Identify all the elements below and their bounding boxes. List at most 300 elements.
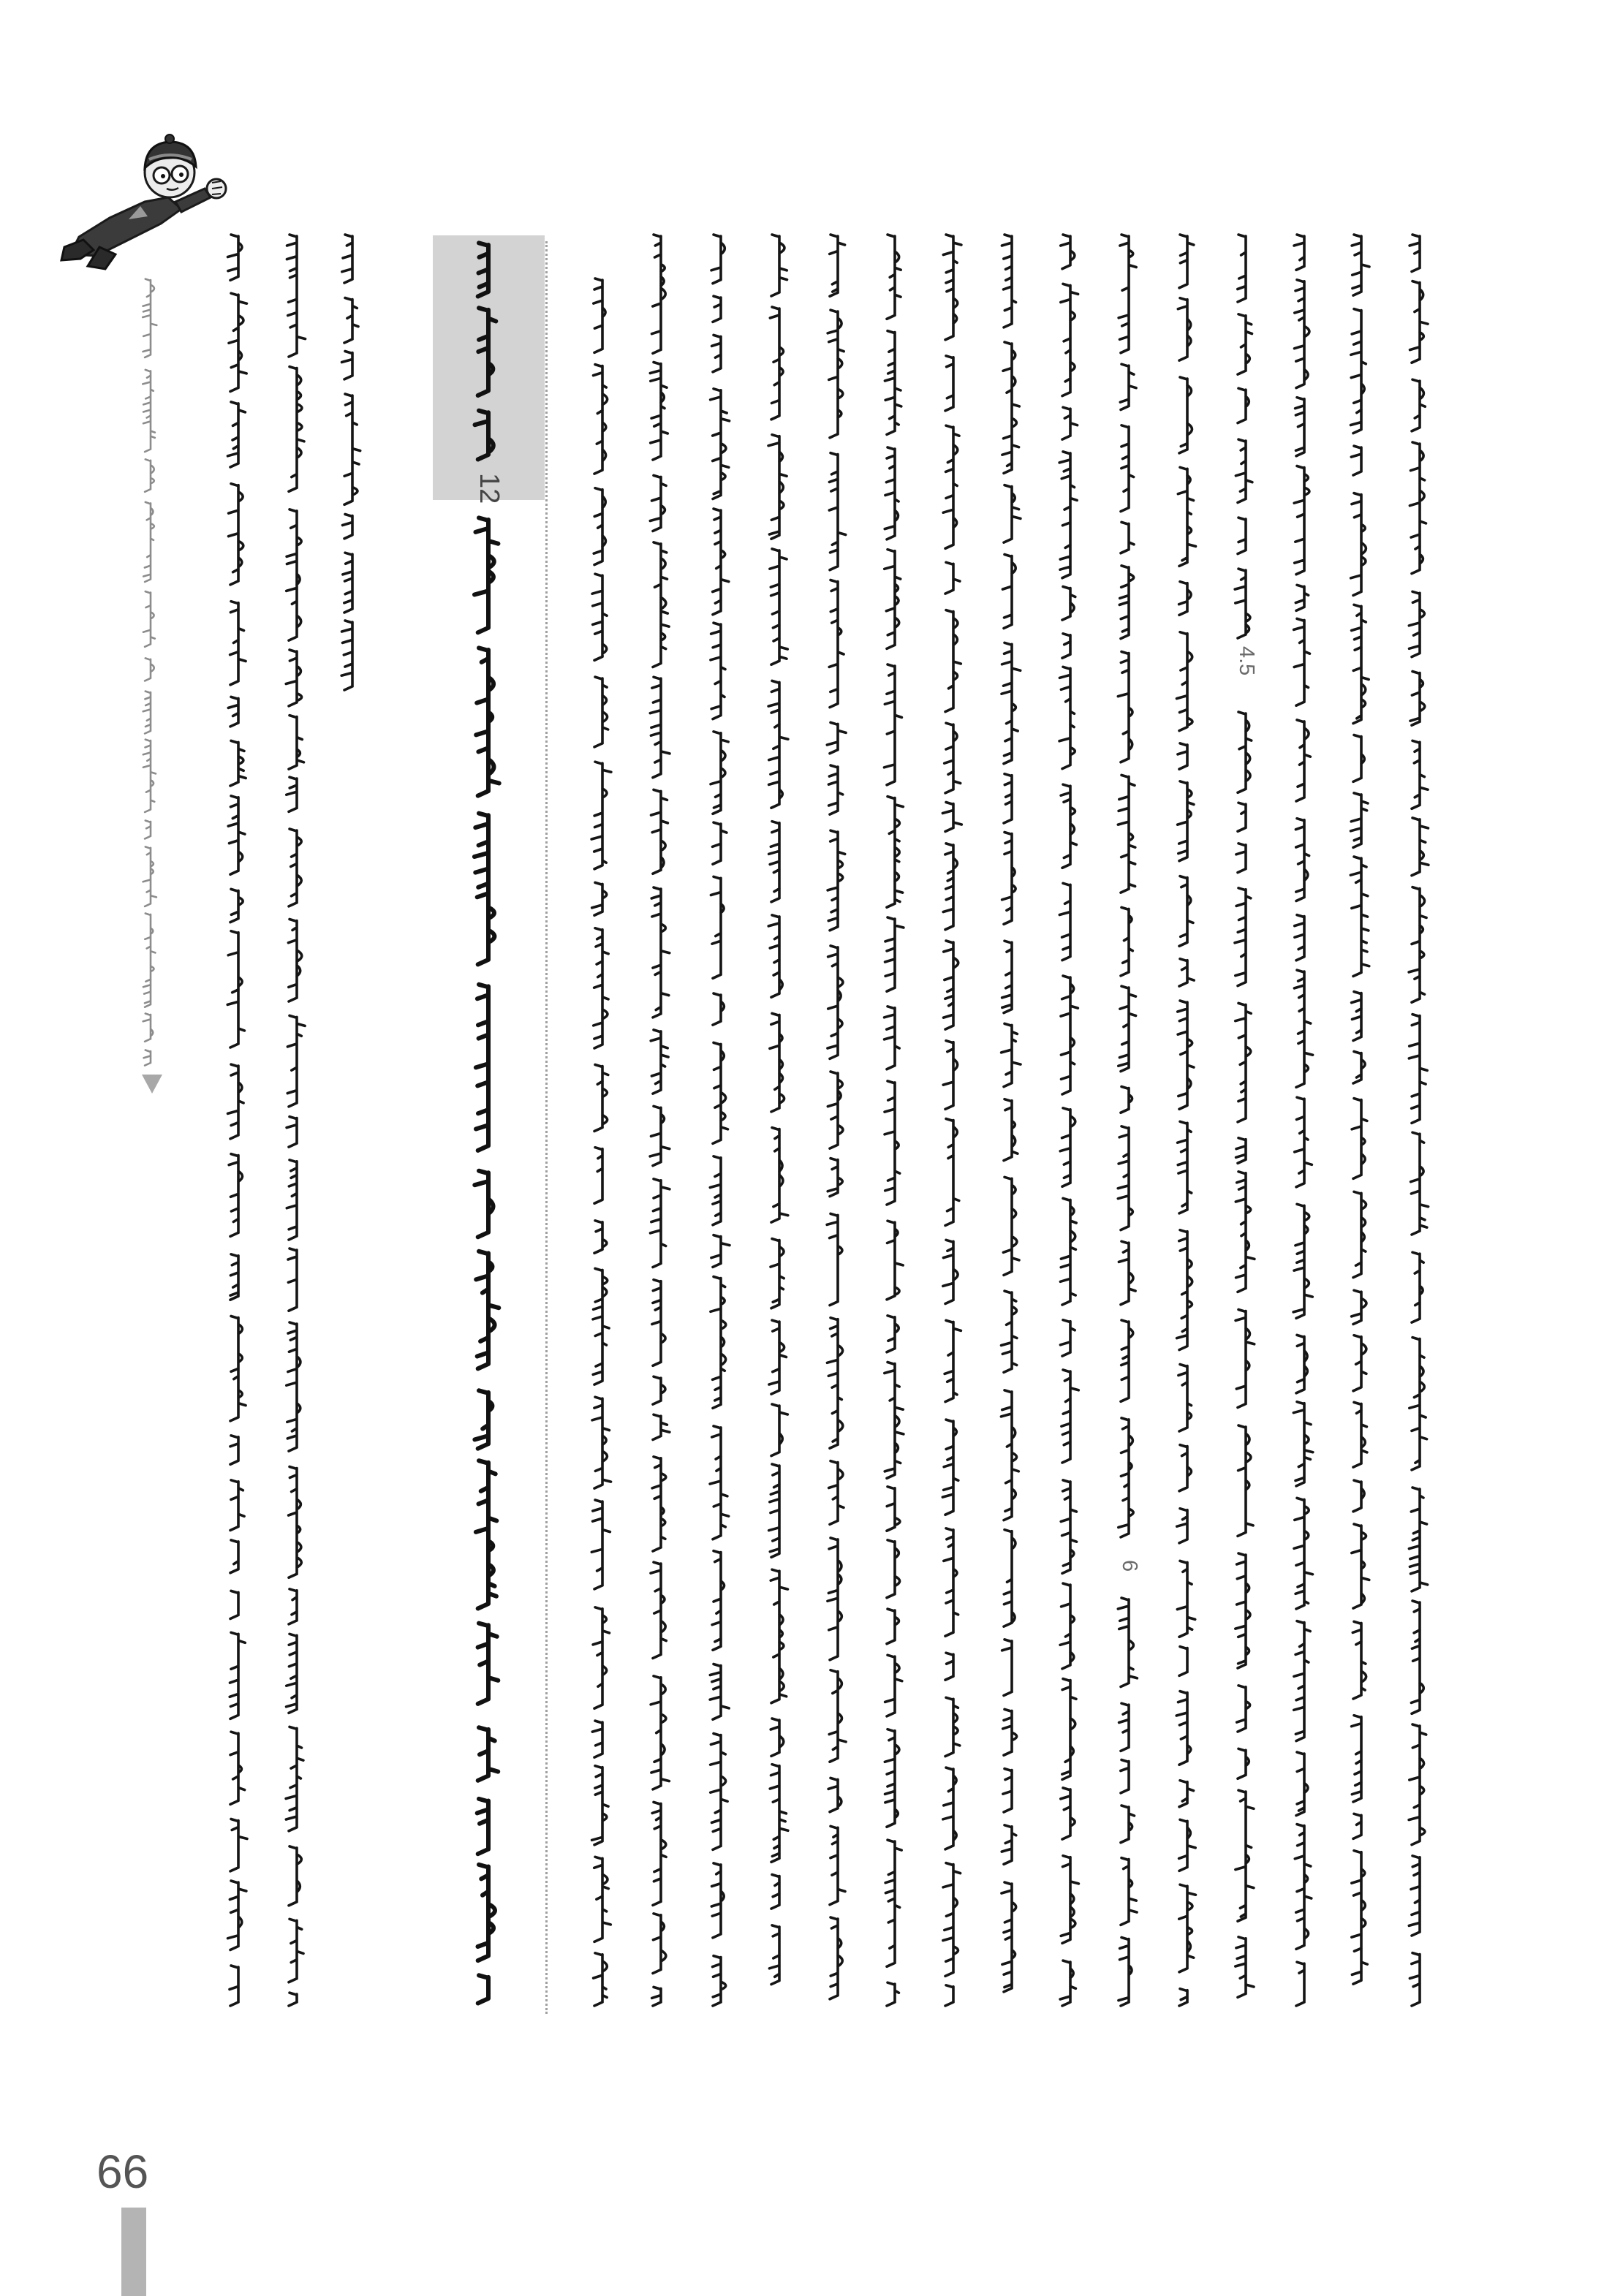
script-word [945, 1119, 959, 1226]
script-word [289, 1919, 303, 1982]
script-word [594, 488, 605, 565]
script-word [1060, 1108, 1075, 1186]
script-word [1412, 818, 1429, 876]
script-word [651, 1179, 670, 1268]
script-word [1062, 634, 1070, 658]
script-word [1003, 1769, 1012, 1812]
script-word [885, 1081, 900, 1205]
script-word [768, 915, 782, 997]
script-word [1062, 1370, 1078, 1463]
script-word [1118, 775, 1135, 893]
script-word [1121, 1320, 1133, 1401]
script-word [771, 1239, 784, 1308]
script-word [1119, 1938, 1132, 2007]
script-word [1409, 887, 1426, 1003]
script-word [478, 1727, 499, 1781]
script-word [1177, 1509, 1187, 1543]
section-heading-text [459, 243, 518, 459]
script-word [288, 920, 301, 1002]
script-word [885, 1840, 901, 1966]
script-word [1118, 1126, 1132, 1230]
script-word [887, 1982, 898, 2006]
script-word [342, 352, 353, 379]
script-word [1061, 1856, 1078, 1944]
script-word [650, 475, 666, 531]
script-word [711, 1863, 724, 1938]
script-word [343, 553, 352, 613]
script-word [887, 1316, 898, 1352]
script-word [1179, 1819, 1196, 1871]
script-word [943, 1240, 958, 1303]
script-word [478, 1975, 488, 2003]
script-word [770, 549, 787, 664]
script-word [653, 542, 669, 667]
script-word [1179, 1365, 1192, 1432]
script-word [828, 1072, 843, 1148]
script-word [1409, 1724, 1426, 1845]
script-word [771, 1404, 787, 1456]
script-word [1352, 1851, 1368, 1985]
script-word [1176, 1691, 1191, 1765]
script-word [1236, 439, 1252, 502]
script-word [711, 1235, 730, 1268]
script-word [1121, 1806, 1135, 1843]
left-text-column [216, 234, 260, 2007]
script-word [1179, 1647, 1187, 1676]
script-word [1002, 1023, 1021, 1086]
script-word [288, 1249, 297, 1311]
script-word [592, 574, 607, 660]
script-word [887, 235, 901, 319]
script-word [287, 1634, 298, 1713]
script-word [228, 796, 245, 874]
script-word [1119, 1703, 1129, 1751]
script-word [230, 1436, 238, 1465]
script-word [1352, 1099, 1367, 1179]
script-word [1295, 819, 1309, 901]
script-word [943, 844, 957, 930]
script-word [713, 296, 721, 322]
script-word [713, 822, 727, 864]
script-word [1178, 467, 1195, 566]
script-word [143, 502, 154, 582]
script-word [713, 1042, 728, 1143]
script-word [289, 367, 304, 492]
script-word [593, 1607, 609, 1708]
script-word [887, 1487, 900, 1531]
script-word [287, 1160, 297, 1240]
script-word [712, 335, 721, 371]
script-word [945, 1653, 953, 1680]
body-text-column [580, 278, 624, 2007]
script-word [287, 235, 305, 357]
script-word [942, 1420, 958, 1515]
script-word [828, 310, 844, 438]
script-word [942, 803, 961, 832]
character-body [61, 197, 181, 269]
script-word [1061, 1480, 1076, 1573]
script-word [594, 279, 605, 352]
script-word [1121, 1760, 1129, 1793]
script-word [344, 394, 360, 504]
script-word [828, 830, 845, 931]
script-word [829, 1670, 846, 1762]
script-word [1294, 466, 1309, 575]
script-word [710, 1156, 721, 1225]
script-word [1179, 959, 1194, 986]
script-word [653, 1914, 666, 1974]
script-word [770, 1013, 784, 1112]
script-word [230, 1254, 238, 1300]
script-word [1060, 1583, 1074, 1669]
script-word [771, 235, 787, 296]
script-word [943, 1863, 961, 1977]
script-word [1296, 1752, 1308, 1816]
script-word [145, 821, 151, 839]
script-word [827, 722, 846, 753]
script-word [286, 1727, 303, 1830]
script-word [230, 1966, 238, 2006]
script-word [227, 931, 244, 1047]
script-word [1119, 986, 1136, 1072]
script-word [594, 1953, 608, 2006]
script-word [1002, 235, 1015, 327]
script-word [1294, 1498, 1313, 1609]
script-word [884, 664, 901, 785]
script-word [1295, 1825, 1312, 1950]
script-word [1409, 1488, 1427, 1591]
script-word [1178, 1001, 1194, 1109]
script-word [1061, 284, 1078, 395]
script-word [830, 235, 845, 296]
body-text-column [990, 234, 1034, 2007]
script-word [827, 1318, 842, 1449]
script-word [1002, 833, 1016, 925]
running-header-text [140, 278, 162, 1067]
script-word [593, 1268, 609, 1384]
script-word [769, 1320, 787, 1394]
script-word [1119, 566, 1133, 639]
script-word [1352, 605, 1369, 723]
script-word [943, 425, 959, 548]
script-word [594, 365, 608, 474]
inline-number: 6 [1118, 1560, 1141, 1572]
script-word [653, 1376, 665, 1404]
body-text-column [1165, 234, 1209, 2007]
script-word [711, 623, 725, 719]
script-word [227, 402, 245, 467]
script-word [1352, 992, 1361, 1041]
script-word [229, 1154, 242, 1237]
script-word [1410, 672, 1425, 726]
script-word [591, 762, 611, 869]
script-word [592, 1766, 608, 1845]
script-word [652, 1987, 661, 2006]
script-word [1062, 587, 1075, 621]
script-word [143, 914, 156, 1007]
script-word [474, 1171, 493, 1238]
script-word [770, 1765, 788, 1863]
script-word [1061, 784, 1076, 868]
script-word [1353, 1191, 1366, 1277]
script-word [1412, 740, 1428, 808]
script-word [1121, 907, 1132, 976]
script-word [1236, 1553, 1250, 1668]
script-word [476, 1251, 499, 1369]
script-word [1179, 1884, 1196, 1972]
script-word [1178, 781, 1194, 861]
script-word [1296, 720, 1310, 801]
script-word [1296, 1335, 1307, 1393]
script-word [1002, 555, 1015, 629]
section-number: 12 [474, 472, 504, 504]
script-word [1353, 1814, 1361, 1838]
script-word [711, 389, 730, 499]
script-word [1061, 235, 1075, 269]
script-word [1179, 1781, 1194, 1807]
script-word [1178, 743, 1187, 769]
script-word [1119, 1241, 1135, 1305]
script-word [885, 917, 904, 991]
script-word [828, 765, 842, 814]
script-word [145, 658, 154, 681]
script-word [944, 941, 958, 1029]
script-word [945, 1697, 960, 1756]
script-word [143, 279, 156, 357]
script-word [1179, 876, 1193, 947]
script-word [1004, 774, 1012, 823]
script-word [1004, 1530, 1015, 1626]
script-word [1059, 667, 1075, 768]
script-word [769, 1925, 779, 1985]
script-word [592, 882, 607, 915]
script-word [143, 370, 155, 452]
script-word [945, 1320, 961, 1401]
script-word [1236, 1003, 1252, 1122]
script-word [475, 411, 493, 460]
script-word [651, 887, 670, 1018]
script-word [713, 993, 724, 1025]
script-word [1236, 1138, 1246, 1164]
script-word [1003, 1709, 1017, 1755]
script-word [230, 1732, 245, 1804]
script-word [1002, 1640, 1012, 1696]
script-word [230, 1819, 247, 1871]
script-word [1236, 844, 1246, 873]
script-word [829, 453, 845, 570]
script-word [1179, 1989, 1187, 2006]
script-word [1002, 1291, 1017, 1372]
script-word [1004, 485, 1021, 543]
script-word [1409, 1856, 1420, 1936]
script-word [651, 1562, 666, 1658]
script-word [1179, 582, 1192, 615]
script-word [711, 876, 724, 978]
script-word [1238, 388, 1249, 423]
body-text-column [873, 234, 917, 2007]
script-word [594, 1148, 602, 1204]
script-word [1295, 915, 1304, 961]
script-word [289, 829, 301, 906]
script-word [228, 1881, 246, 1950]
inline-number: 4.5 [1235, 646, 1258, 676]
script-word [592, 1721, 602, 1757]
script-word [1177, 632, 1192, 731]
script-word [887, 1609, 899, 1644]
script-word [887, 797, 903, 908]
script-word [230, 1316, 246, 1421]
script-word [1351, 446, 1361, 475]
script-word [830, 1917, 842, 1999]
script-word [651, 789, 668, 874]
script-word [771, 1719, 784, 1756]
script-word [289, 716, 304, 770]
script-word [230, 1591, 238, 1618]
script-word [1412, 1252, 1423, 1322]
script-word [230, 1480, 244, 1531]
body-text-column [1282, 234, 1326, 2007]
script-word [1060, 1320, 1075, 1356]
script-word [287, 509, 302, 640]
script-word [594, 1857, 611, 1941]
script-word [710, 1426, 729, 1539]
script-word [1238, 1748, 1249, 1778]
script-word [1003, 1177, 1019, 1275]
script-word [828, 946, 843, 1059]
script-word [1294, 235, 1304, 270]
script-word [230, 1632, 245, 1719]
script-word [945, 356, 953, 411]
script-word [1412, 379, 1425, 431]
script-word [1179, 377, 1192, 453]
script-word [287, 1117, 297, 1148]
script-word [1062, 1679, 1076, 1780]
script-word [474, 518, 498, 632]
script-word [1178, 1121, 1192, 1213]
script-word [1293, 1204, 1312, 1318]
script-word [143, 740, 156, 812]
script-word [1411, 1132, 1429, 1235]
script-word [344, 298, 358, 344]
script-word [1177, 1230, 1192, 1350]
script-word [1118, 1598, 1137, 1687]
script-word [828, 1159, 842, 1197]
script-word [289, 1993, 297, 2006]
script-word [1351, 793, 1369, 848]
script-word [287, 1322, 300, 1451]
script-word [1060, 1198, 1076, 1305]
character-head [145, 134, 196, 197]
script-word [478, 1624, 499, 1704]
script-word [768, 435, 787, 539]
script-word [887, 1221, 903, 1300]
script-word [1236, 1172, 1255, 1292]
script-word [594, 1221, 607, 1254]
script-word [712, 1551, 724, 1651]
script-word [594, 1065, 608, 1132]
script-word [1293, 1402, 1313, 1486]
script-word [1236, 1937, 1254, 1998]
script-word [769, 822, 779, 902]
script-word [769, 1464, 779, 1557]
script-word [771, 1128, 788, 1223]
script-word [652, 235, 666, 353]
script-word [289, 1589, 297, 1624]
script-word [830, 1826, 845, 1904]
script-word [229, 484, 243, 585]
script-word [650, 1106, 670, 1165]
script-word [887, 1540, 900, 1598]
script-word [287, 777, 297, 811]
body-text-column [1107, 234, 1151, 2007]
script-word [1295, 1097, 1312, 1187]
script-word [289, 1846, 301, 1906]
script-word [592, 1397, 611, 1488]
script-word [1121, 522, 1134, 553]
script-word [1179, 1445, 1191, 1491]
script-word [885, 1363, 904, 1479]
script-word [474, 1390, 492, 1448]
script-word [1004, 1099, 1018, 1161]
script-word [229, 293, 247, 391]
script-word [885, 1655, 902, 1716]
left-text-column [330, 234, 374, 691]
script-word [230, 740, 246, 786]
script-word [477, 1799, 488, 1854]
script-word [1238, 803, 1246, 831]
script-word [1001, 1390, 1018, 1520]
body-text-column [1048, 234, 1092, 2007]
script-word [652, 1280, 665, 1366]
script-word [650, 363, 667, 461]
script-word [885, 447, 898, 539]
script-word [1410, 1338, 1427, 1470]
script-word [594, 677, 608, 747]
script-word [1295, 585, 1308, 610]
script-word [1062, 407, 1078, 439]
script-word [143, 591, 155, 647]
script-word [1119, 1418, 1133, 1537]
script-word [651, 1676, 669, 1789]
script-word [768, 681, 788, 808]
script-word [711, 1734, 728, 1850]
script-word [710, 1664, 729, 1720]
script-word [885, 1729, 899, 1827]
script-word [829, 580, 844, 708]
script-word [230, 1540, 238, 1573]
body-text-column [699, 234, 743, 2007]
script-word [343, 515, 353, 539]
script-word [228, 235, 242, 280]
script-word [1294, 1621, 1311, 1741]
body-text-column [1398, 234, 1442, 2007]
script-word [1410, 442, 1426, 574]
script-word [1352, 1524, 1369, 1608]
script-word [1351, 309, 1366, 433]
script-word [1002, 1825, 1016, 1865]
script-word [713, 509, 729, 615]
script-word [1238, 518, 1246, 554]
script-word [145, 459, 154, 492]
script-word [143, 1014, 154, 1042]
script-word [1178, 298, 1191, 360]
left-text-column [275, 234, 319, 2007]
script-word [943, 1768, 956, 1849]
script-word [478, 308, 496, 395]
script-word [144, 1050, 151, 1066]
script-word [230, 602, 246, 685]
script-word [827, 1213, 842, 1305]
